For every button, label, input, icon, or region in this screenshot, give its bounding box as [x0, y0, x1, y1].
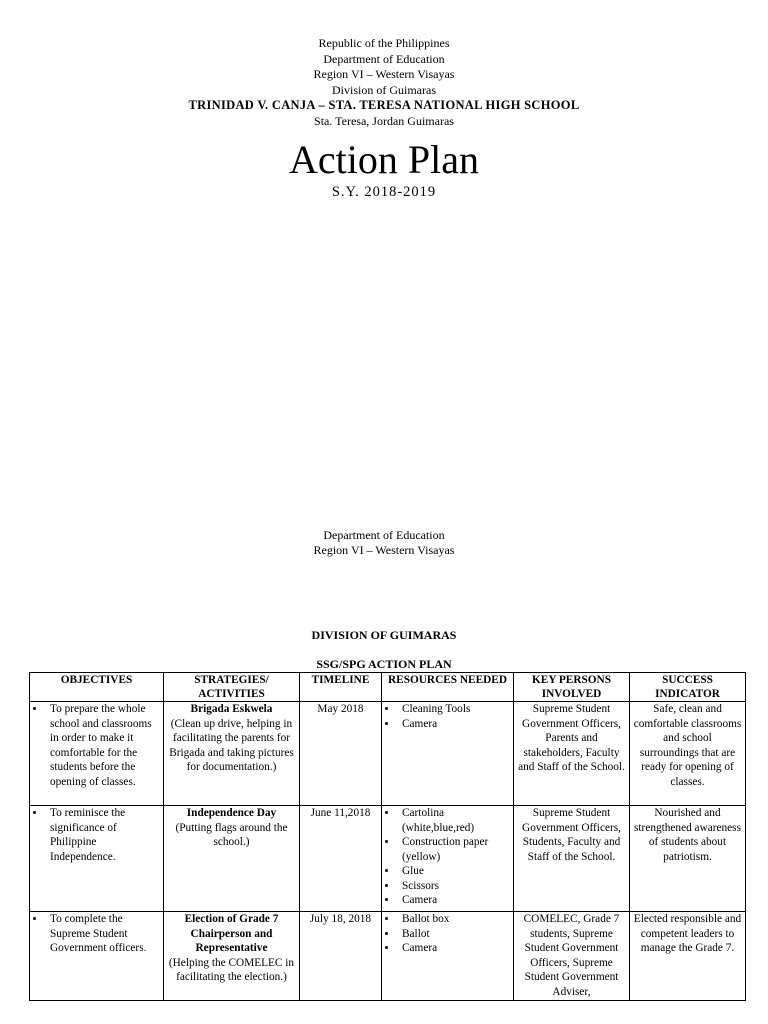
objective-text: • To complete the Supreme Student Government officers.	[46, 912, 160, 956]
header-strategies: STRATEGIES/ ACTIVITIES	[164, 673, 300, 702]
objective-text: • To prepare the whole school and classrooms in order to make it comfortable for the students before the opening of classes.	[46, 702, 160, 789]
activity-title: Independence Day	[186, 807, 277, 819]
department-line-2: Department of Education	[323, 528, 445, 542]
table-row	[30, 806, 746, 912]
region-line: Region VI – Western Visayas	[313, 67, 455, 81]
table-row	[30, 912, 746, 1001]
resource-item: • Camera	[398, 893, 510, 908]
action-plan-table	[29, 672, 746, 1001]
activity-desc: (Clean up drive, helping in facilitating the parents for Brigada and taking pictures for documentation.)	[169, 717, 294, 773]
activity-cell	[164, 702, 300, 806]
activity-title: Brigada Eskwela	[190, 703, 273, 715]
objective-cell	[30, 702, 164, 806]
table-row	[30, 702, 746, 806]
activity-cell	[164, 912, 300, 1001]
header-objectives: OBJECTIVES	[30, 673, 164, 702]
school-year: S.Y. 2018-2019	[331, 184, 437, 200]
letterhead	[0, 36, 768, 129]
header-resources: RESOURCES NEEDED	[382, 673, 514, 702]
plan-title: SSG/SPG ACTION PLAN	[316, 657, 452, 671]
department-line: Department of Education	[323, 51, 445, 66]
success-cell: Elected responsible and competent leaders to manage the Grade 7.	[630, 912, 746, 1001]
resources-cell	[382, 912, 514, 1001]
success-cell: Safe, clean and comfortable classrooms and school surroundings that are ready for opening of classes.	[630, 702, 746, 806]
objective-cell	[30, 806, 164, 912]
school-name: TRINIDAD V. CANJA – STA. TERESA NATIONAL HIGH SCHOOL	[188, 98, 580, 112]
key-persons-cell: COMELEC, Grade 7 students, Supreme Student Government Officers, Supreme Student Government Adviser,	[514, 912, 630, 1001]
key-persons-cell: Supreme Student Government Officers, Students, Faculty and Staff of the School.	[514, 806, 630, 912]
resource-item: • Glue	[398, 864, 510, 879]
timeline-cell: May 2018	[300, 702, 382, 806]
page-title: Action Plan	[289, 137, 479, 182]
resource-item: • Camera	[398, 717, 510, 732]
school-address: Sta. Teresa, Jordan Guimaras	[314, 113, 454, 128]
resource-item: • Construction paper (yellow)	[398, 835, 510, 864]
activity-desc: (Helping the COMELEC in facilitating the election.)	[168, 956, 295, 983]
resource-item: • Camera	[398, 941, 510, 956]
activity-cell	[164, 806, 300, 912]
timeline-cell: July 18, 2018	[300, 912, 382, 1001]
objective-cell	[30, 912, 164, 1001]
letterhead-secondary	[0, 528, 768, 558]
resources-cell	[382, 806, 514, 912]
resources-cell	[382, 702, 514, 806]
division-line: Division of Guimaras	[332, 82, 436, 97]
region-line-2: Region VI – Western Visayas	[313, 543, 455, 557]
resource-item: • Scissors	[398, 879, 510, 894]
resource-item: • Ballot box	[398, 912, 510, 927]
success-cell: Nourished and strengthened awareness of students about patriotism.	[630, 806, 746, 912]
resource-item: • Cartolina (white,blue,red)	[398, 806, 510, 835]
timeline-cell: June 11,2018	[300, 806, 382, 912]
activity-desc: (Putting flags around the school.)	[175, 821, 288, 848]
objective-text: • To reminisce the significance of Philippine Independence.	[46, 806, 160, 864]
header-success: SUCCESS INDICATOR	[630, 673, 746, 702]
header-timeline: TIMELINE	[300, 673, 382, 702]
table-header-row	[30, 673, 746, 702]
key-persons-cell: Supreme Student Government Officers, Parents and stakeholders, Faculty and Staff of the School.	[514, 702, 630, 806]
header-key-persons: KEY PERSONS INVOLVED	[514, 673, 630, 702]
resource-item: • Cleaning Tools	[398, 702, 510, 717]
activity-title: Election of Grade 7 Chairperson and Representative	[184, 913, 279, 954]
republic-line: Republic of the Philippines	[318, 36, 450, 50]
division-title: DIVISION OF GUIMARAS	[311, 628, 457, 642]
resource-item: • Ballot	[398, 927, 510, 942]
